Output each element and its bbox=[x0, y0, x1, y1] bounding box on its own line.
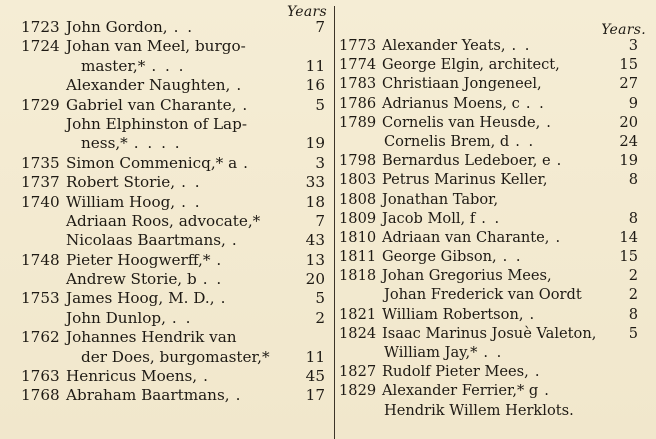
leader-dots: . bbox=[546, 113, 553, 131]
entry-years-served: 16 bbox=[305, 76, 325, 95]
entry-name bbox=[382, 55, 566, 74]
entry-year: 1827 bbox=[339, 363, 377, 381]
entry-name-text: George Gibson, bbox=[382, 248, 497, 266]
entry-row bbox=[338, 36, 656, 55]
entry-name-text: Nicolaas Baartmans, bbox=[66, 231, 226, 250]
entry-years-served: 19 bbox=[619, 152, 638, 170]
entry-year: 1724 bbox=[21, 37, 60, 56]
entry-name bbox=[382, 362, 541, 381]
entry-years-served: 45 bbox=[305, 367, 325, 386]
entry-name bbox=[66, 309, 192, 328]
entry-year: 1818 bbox=[339, 267, 377, 285]
entry-years-served: 19 bbox=[305, 134, 325, 153]
entry-row bbox=[0, 309, 333, 328]
leader-dots: . . bbox=[481, 209, 502, 227]
entry-name bbox=[66, 270, 223, 289]
entry-name bbox=[382, 113, 553, 132]
entry-name-text: Andrew Storie, b bbox=[66, 270, 197, 289]
entry-name bbox=[382, 209, 501, 228]
entry-years-served: 5 bbox=[315, 289, 325, 308]
entry-year: 1768 bbox=[21, 386, 60, 405]
entry-years-served: 2 bbox=[628, 286, 638, 304]
entry-year: 1811 bbox=[339, 248, 377, 266]
entry-name-text: Alexander Yeats, bbox=[382, 37, 506, 54]
entry-years-served: 17 bbox=[305, 386, 325, 405]
entry-name bbox=[382, 228, 562, 247]
left-entry-list bbox=[0, 18, 333, 406]
entry-name-text: Isaac Marinus Josuè Valeton, bbox=[382, 324, 597, 342]
entry-row bbox=[338, 55, 656, 74]
entry-years-served: 27 bbox=[619, 75, 638, 93]
entry-year: 1829 bbox=[339, 382, 377, 400]
entry-years-served: 43 bbox=[305, 231, 325, 250]
entry-name bbox=[384, 343, 503, 362]
entry-row bbox=[0, 231, 333, 250]
entry-name-text: Robert Storie, bbox=[66, 173, 176, 192]
entry-name-text: Pieter Hoogwerff,* bbox=[66, 250, 211, 269]
entry-name bbox=[66, 37, 252, 56]
entry-name bbox=[66, 386, 242, 405]
entry-years-served: 14 bbox=[619, 228, 638, 246]
entry-name-text: William Jay,* bbox=[384, 344, 478, 361]
entry-name-text: William Hoog, bbox=[66, 192, 176, 211]
entry-years-served: 2 bbox=[628, 267, 638, 285]
entry-row bbox=[338, 285, 656, 304]
entry-name bbox=[382, 170, 554, 189]
left-years-heading: Years bbox=[286, 4, 327, 20]
leader-dots: . . . . bbox=[133, 134, 182, 153]
entry-name bbox=[66, 193, 202, 212]
entry-years-served: 2 bbox=[315, 308, 325, 327]
entry-years-served: 8 bbox=[628, 209, 638, 227]
entry-name-text: Adrianus Moens, c bbox=[382, 94, 520, 112]
entry-name-text: Gabriel van Charante, bbox=[66, 95, 237, 114]
leader-dots: . . bbox=[525, 94, 546, 112]
leader-dots: . bbox=[203, 367, 210, 386]
entry-name bbox=[81, 57, 186, 76]
entry-years-served: 20 bbox=[619, 113, 638, 131]
entry-name bbox=[66, 173, 202, 192]
entry-row bbox=[0, 251, 333, 270]
entry-years-served: 15 bbox=[619, 56, 638, 74]
entry-year: 1753 bbox=[21, 289, 60, 308]
entry-name bbox=[384, 132, 535, 151]
entry-name-text: Simon Commenicq,* a bbox=[66, 153, 238, 172]
entry-name-text: Cornelis Brem, d bbox=[384, 132, 510, 150]
entry-year: 1810 bbox=[339, 228, 377, 246]
entry-row bbox=[338, 113, 656, 132]
entry-name bbox=[66, 328, 243, 347]
entry-year: 1737 bbox=[21, 173, 60, 192]
entry-row bbox=[338, 401, 656, 420]
entry-name bbox=[384, 401, 580, 420]
entry-name bbox=[382, 266, 558, 285]
entry-row bbox=[0, 96, 333, 115]
entry-years-served: 8 bbox=[628, 305, 638, 323]
entry-year: 1723 bbox=[21, 18, 60, 36]
leader-dots: . bbox=[242, 95, 250, 114]
entry-name bbox=[382, 324, 602, 343]
entry-years-served: 7 bbox=[315, 211, 325, 230]
entry-name-text: Abraham Baartmans, bbox=[66, 386, 230, 405]
entry-row bbox=[0, 76, 333, 95]
leader-dots: . . . bbox=[151, 56, 186, 75]
leader-dots: . . bbox=[515, 132, 536, 150]
entry-years-served: 7 bbox=[315, 18, 325, 36]
entry-name bbox=[66, 115, 253, 134]
entry-name-text: der Does, burgomaster,* bbox=[81, 347, 270, 366]
entry-name-text: William Robertson, bbox=[382, 305, 524, 323]
entry-name bbox=[66, 289, 227, 308]
leader-dots: . bbox=[534, 363, 542, 381]
entry-years-served: 11 bbox=[305, 56, 325, 75]
entry-name-text: Alexander Naughten, bbox=[66, 76, 231, 95]
leader-dots: . bbox=[529, 305, 537, 323]
entry-name bbox=[382, 74, 548, 93]
entry-row bbox=[338, 170, 656, 189]
entry-row bbox=[338, 228, 656, 247]
entry-row bbox=[338, 362, 656, 381]
column-divider bbox=[334, 6, 335, 439]
entry-name bbox=[81, 348, 276, 367]
entry-name-text: ness,* bbox=[81, 134, 128, 153]
entry-years-served: 13 bbox=[305, 250, 325, 269]
entry-name bbox=[66, 231, 239, 250]
entry-year: 1773 bbox=[339, 37, 377, 54]
entry-year: 1740 bbox=[21, 192, 60, 211]
entry-row bbox=[0, 367, 333, 386]
entry-name-text: James Hoog, M. D., bbox=[66, 289, 215, 308]
entry-row bbox=[0, 193, 333, 212]
leader-dots: . bbox=[555, 228, 563, 246]
leader-dots: . . bbox=[181, 173, 202, 192]
leader-dots: . bbox=[243, 153, 250, 172]
entry-row bbox=[338, 132, 656, 151]
entry-name-text: Henricus Moens, bbox=[66, 367, 198, 386]
entry-year: 1763 bbox=[21, 367, 60, 386]
leader-dots: . . bbox=[483, 344, 504, 361]
entry-name bbox=[66, 96, 249, 115]
entry-name-text: Jonathan Tabor, bbox=[382, 190, 499, 208]
entry-name bbox=[384, 285, 588, 304]
entry-name-text: George Elgin, architect, bbox=[382, 56, 560, 74]
entry-row bbox=[338, 247, 656, 266]
leader-dots: . bbox=[556, 152, 564, 170]
entry-name-text: Adriaan Roos, advocate,* bbox=[66, 211, 261, 230]
entry-name-text: Johan van Meel, burgo- bbox=[66, 37, 246, 56]
entry-years-served: 5 bbox=[315, 95, 325, 114]
entry-name bbox=[382, 247, 523, 266]
entry-years-served: 18 bbox=[305, 192, 325, 211]
entry-row bbox=[0, 57, 333, 76]
entry-year: 1821 bbox=[339, 305, 377, 323]
entry-year: 1809 bbox=[339, 209, 377, 227]
entry-year: 1824 bbox=[339, 324, 377, 342]
entry-name-text: Alexander Ferrier,* g bbox=[382, 382, 539, 400]
leader-dots: . bbox=[216, 250, 224, 269]
entry-year: 1735 bbox=[21, 153, 60, 172]
entry-row bbox=[0, 348, 333, 367]
entry-year: 1789 bbox=[339, 113, 377, 131]
leader-dots: . bbox=[544, 382, 551, 400]
entry-row bbox=[0, 115, 333, 134]
entry-row bbox=[338, 74, 656, 93]
entry-row bbox=[338, 190, 656, 209]
entry-name bbox=[66, 367, 210, 386]
entry-years-served: 8 bbox=[628, 171, 638, 189]
entry-row bbox=[338, 343, 656, 362]
entry-row bbox=[0, 18, 333, 37]
entry-year: 1803 bbox=[339, 171, 377, 189]
entry-year: 1774 bbox=[339, 56, 377, 74]
right-years-heading: Years. bbox=[601, 22, 646, 38]
entry-row bbox=[0, 270, 333, 289]
entry-row bbox=[0, 134, 333, 153]
leader-dots: . . bbox=[181, 192, 202, 211]
leader-dots: . bbox=[235, 386, 243, 405]
entry-year: 1798 bbox=[339, 152, 377, 170]
entry-year: 1808 bbox=[339, 190, 377, 208]
entry-row bbox=[0, 37, 333, 56]
entry-row bbox=[0, 328, 333, 347]
entry-name bbox=[66, 76, 243, 95]
entry-years-served: 3 bbox=[315, 153, 325, 172]
entry-name bbox=[382, 190, 504, 209]
entry-name-text: Petrus Marinus Keller, bbox=[382, 171, 548, 189]
entry-year: 1786 bbox=[339, 94, 377, 112]
entry-name-text: Jacob Moll, f bbox=[382, 209, 476, 227]
entry-row bbox=[338, 381, 656, 400]
entry-name-text: Christiaan Jongeneel, bbox=[382, 75, 542, 93]
entry-row bbox=[338, 151, 656, 170]
entry-name-text: Adriaan van Charante, bbox=[382, 228, 550, 246]
entry-name-text: Bernardus Ledeboer, e bbox=[382, 152, 551, 170]
entry-name bbox=[66, 212, 266, 231]
entry-row bbox=[0, 154, 333, 173]
entry-years-served: 24 bbox=[619, 132, 638, 150]
entry-year: 1783 bbox=[339, 75, 377, 93]
entry-years-served: 9 bbox=[628, 94, 638, 112]
entry-row bbox=[0, 212, 333, 231]
leader-dots: . . bbox=[502, 248, 523, 266]
entry-row bbox=[338, 324, 656, 343]
entry-year: 1762 bbox=[21, 328, 60, 347]
entry-row bbox=[338, 266, 656, 285]
leader-dots: . bbox=[220, 289, 228, 308]
entry-years-served: 5 bbox=[628, 324, 638, 342]
entry-years-served: 3 bbox=[628, 37, 638, 54]
entry-name bbox=[81, 134, 182, 153]
leader-dots: . . bbox=[202, 270, 224, 289]
entry-name bbox=[382, 94, 546, 113]
entry-row bbox=[0, 289, 333, 308]
entry-name-text: John Elphinston of Lap- bbox=[66, 114, 247, 133]
entry-name bbox=[66, 251, 223, 270]
entry-row bbox=[338, 94, 656, 113]
entry-years-served: 15 bbox=[619, 248, 638, 266]
entry-name bbox=[66, 18, 194, 37]
leader-dots: . bbox=[236, 76, 244, 95]
entry-row bbox=[338, 209, 656, 228]
entry-year: 1748 bbox=[21, 250, 60, 269]
entry-name-text: John Dunlop, bbox=[66, 308, 166, 327]
entry-name-text: Johan Gregorius Mees, bbox=[382, 267, 552, 285]
entry-row bbox=[0, 386, 333, 405]
entry-year: 1729 bbox=[21, 95, 60, 114]
entry-row bbox=[338, 305, 656, 324]
entry-name bbox=[382, 151, 563, 170]
leader-dots: . . bbox=[173, 18, 195, 36]
entry-name-text: Rudolf Pieter Mees, bbox=[382, 363, 529, 381]
leader-dots: . bbox=[231, 231, 239, 250]
entry-years-served: 11 bbox=[305, 347, 325, 366]
entry-name-text: Johannes Hendrik van bbox=[66, 328, 237, 347]
entry-name-text: Hendrik Willem Herklots. bbox=[384, 401, 574, 419]
leader-dots: . . bbox=[171, 308, 193, 327]
right-entry-list bbox=[338, 36, 656, 420]
entry-name bbox=[382, 36, 531, 55]
entry-name bbox=[66, 154, 250, 173]
leader-dots: . . bbox=[511, 37, 532, 54]
entry-name-text: Cornelis van Heusde, bbox=[382, 113, 541, 131]
entry-name bbox=[382, 381, 551, 400]
entry-row bbox=[0, 173, 333, 192]
entry-years-served: 20 bbox=[305, 270, 325, 289]
entry-years-served: 33 bbox=[305, 173, 325, 192]
entry-name-text: John Gordon, bbox=[66, 18, 168, 36]
entry-name-text: Johan Frederick van Oordt bbox=[384, 286, 582, 304]
right-column bbox=[338, 0, 656, 439]
entry-name-text: master,* bbox=[81, 56, 146, 75]
entry-name bbox=[382, 305, 536, 324]
